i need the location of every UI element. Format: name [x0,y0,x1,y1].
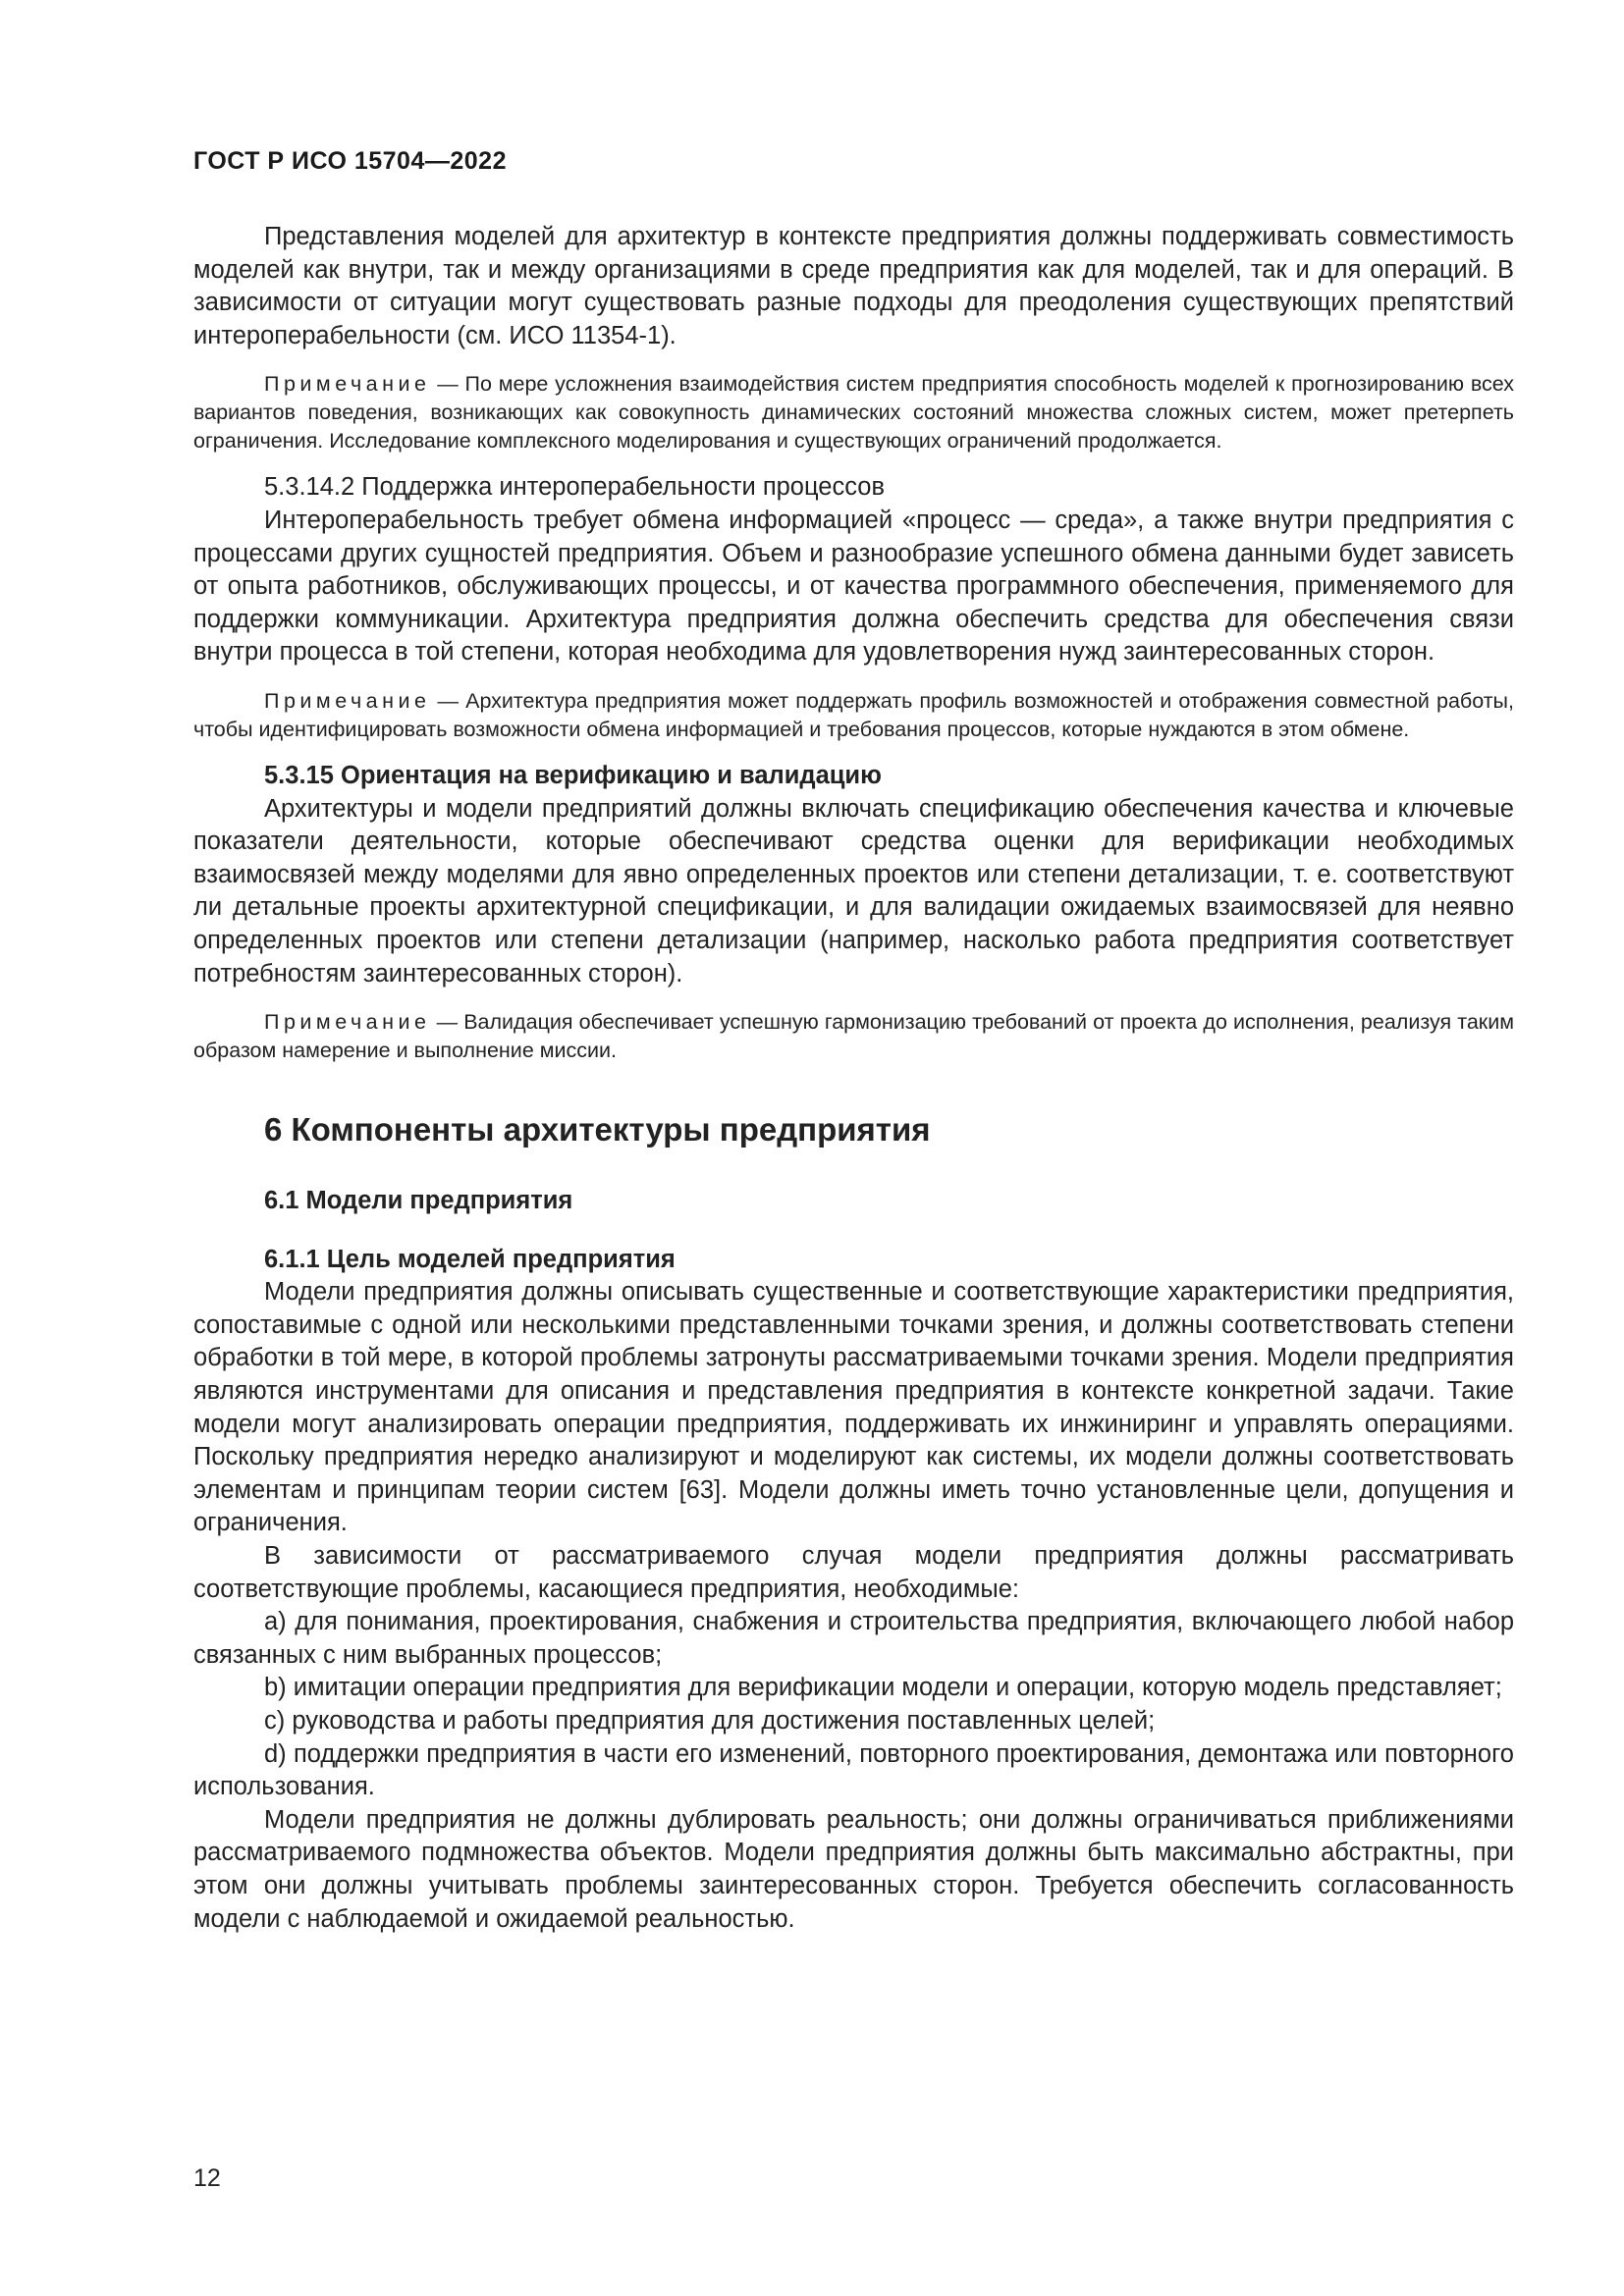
page-number: 12 [193,2164,221,2192]
note [193,370,1514,455]
note-text: — По мере усложнения взаимодействия систем предприятия способность моделей к прогнозированию всех вариантов поведения, возникающих как совокупность динамических состояний множества сложных систем, может претерпеть ограничения. Исследование комплексного моделирования и существующих ограничений продолжается. [193,372,1514,454]
paragraph: Модели предприятия должны описывать существенные и соответствующие характеристики предприятия, сопоставимые с одной или несколькими представленными точками зрения, и должны соответствовать степени обработки в той мере, в которой проблемы затронуты рассматриваемыми точками зрения. Модели предприятия являются инструментами для описания и представления предприятия в контексте конкретной задачи. Такие модели могут анализировать операции предприятия, поддерживать их инжиниринг и управлять операциями. Поскольку предприятия нередко анализируют и моделируют как системы, их модели должны соответствовать элементам и принципам теории систем [63]. Модели должны иметь точно установленные цели, допущения и ограничения. [193,1278,1514,1537]
document-header: ГОСТ Р ИСО 15704—2022 [193,147,507,175]
paragraph: Архитектуры и модели предприятий должны включать спецификацию обеспечения качества и ключевые показатели деятельности, которые обеспечивают средства оценки для верификации необходимых взаимосвязей между моделями для явно определенных проектов или степени детализации, т. е. соответствуют ли детальные проекты архитектурной спецификации, и для валидации ожидаемых взаимосвязей для неявно определенных проектов или степени детализации (например, насколько работа предприятия соответствует потребностям заинтересованных сторон). [193,794,1514,988]
section-heading: 5.3.15 Ориентация на верификацию и валидацию [264,761,882,789]
note-text: — Архитектура предприятия может поддержать профиль возможностей и отображения совместной работы, чтобы идентифицировать возможности обмена информацией и требования процессов, которые нуждаются в этом обмене. [193,688,1514,741]
note-text: — Валидация обеспечивает успешную гармонизацию требований от проекта до исполнения, реализуя таким образом намерение и выполнение миссии. [193,1010,1514,1063]
paragraph: В зависимости от рассматриваемого случая модели предприятия должны рассматривать соответствующие проблемы, касающиеся предприятия, необходимые: [193,1542,1514,1603]
list-item: d) поддержки предприятия в части его изменений, повторного проектирования, демонтажа или повторного использования. [193,1739,1514,1801]
document-body [193,221,1514,1936]
section-heading: 6.1 Модели предприятия [264,1187,573,1215]
paragraph: Интероперабельность требует обмена информацией «процесс — среда», а также внутри предприятия с процессами других сущностей предприятия. Объем и разнообразие успешного обмена данными будет зависеть от опыта работников, обслуживающих процессы, и от качества программного обеспечения, применяемого для поддержки коммуникации. Архитектура предприятия должна обеспечить средства для обеспечения связи внутри процесса в той степени, которая необходима для удовлетворения нужд заинтересованных сторон. [193,506,1514,667]
list-item: c) руководства и работы предприятия для достижения поставленных целей; [264,1707,1156,1735]
list-item: a) для понимания, проектирования, снабжения и строительства предприятия, включающего любой набор связанных с ним выбранных процессов; [193,1608,1514,1669]
subsection-heading: 6.1.1 Цель моделей предприятия [264,1245,676,1273]
paragraph: Представления моделей для архитектур в контексте предприятия должны поддерживать совместимость моделей как внутри, так и между организациями в среде предприятия как для моделей, так и для операций. В зависимости от ситуации могут существовать разные подходы для преодоления существующих препятствий интероперабельности (см. ИСО 11354-1). [193,223,1514,349]
subsection-title: 5.3.14.2 Поддержка интероперабельности процессов [264,473,886,502]
paragraph: Модели предприятия не должны дублировать реальность; они должны ограничиваться приближениями рассматриваемого подмножества объектов. Модели предприятия должны быть максимально абстрактны, при этом они должны учитывать проблемы заинтересованных сторон. Требуется обеспечить согласованность модели с наблюдаемой и ожидаемой реальностью. [193,1805,1514,1933]
chapter-heading: 6 Компоненты архитектуры предприятия [264,1111,931,1148]
note-label: Примечание [264,1010,431,1035]
list-item: b) имитации операции предприятия для верификации модели и операции, которую модель представляет; [264,1674,1502,1702]
note-label: Примечание [264,372,431,397]
note-label: Примечание [264,688,431,713]
note [193,1008,1514,1065]
note [193,687,1514,744]
